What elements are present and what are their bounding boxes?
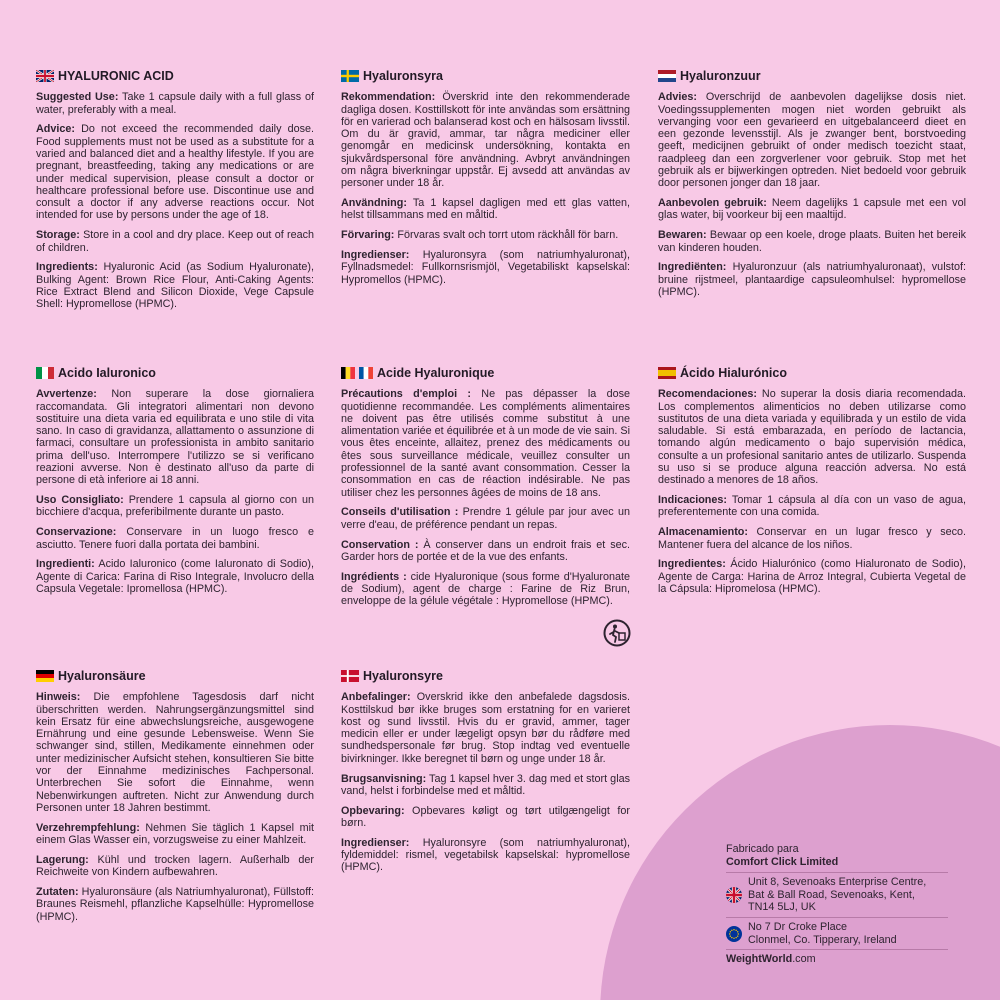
section-title: Acide Hyaluronique: [341, 367, 630, 379]
recycling-person-icon: [602, 618, 632, 648]
paragraph: Conseils d'utilisation : Prendre 1 gélule par jour avec un verre d'eau, de préférence pendant un repas.: [341, 506, 630, 531]
denmark-flag-icon: [341, 670, 359, 682]
eu-address: No 7 Dr Croke Place Clonmel, Co. Tipperary, Ireland: [726, 917, 948, 949]
paragraph: Uso Consigliato: Prendere 1 capsula al giorno con un bicchiere d'acqua, preferibilmente durante un pasto.: [36, 494, 314, 519]
website: WeightWorld.com: [726, 949, 948, 966]
paragraph: Förvaring: Förvaras svalt och torrt utom räckhåll för barn.: [341, 229, 619, 242]
paragraph: Hinweis: Die empfohlene Tagesdosis darf nicht überschritten werden. Nahrungsergänzungsmittel sind kein Ersatz für eine abwechslungsreiche, ausgewogene Ernährung und eine gesunde Lebensweise. Wenn Sie schwanger sind, stillen, Medikamente einnehmen oder unter medizinischer Aufsicht stehen, konsultieren Sie bitte vor der Einnahme medizinisches Fachpersonal. Unterbrechen Sie sofort die Einnahme, wenn Nebenwirkungen auftreten. Nicht zur Anwendung durch Personen unter 18 Jahren bestimmt.: [36, 691, 314, 814]
paragraph: Opbevaring: Opbevares køligt og tørt utilgængeligt for børn.: [341, 804, 630, 829]
section-french: [341, 367, 630, 615]
section-danish: [341, 670, 630, 881]
paragraph: Indicaciones: Tomar 1 cápsula al día con un vaso de agua, preferentemente con una comida.: [658, 494, 966, 519]
manufacturer-info: [726, 843, 948, 966]
france-flag-icon: [359, 367, 373, 379]
paragraph: Ingrediënten: Hyaluronzuur (als natriumhyaluronaat), vulstof: bruine rijstmeel, plantaardige capsuleomhulsel: hypromellose (HPMC).: [658, 261, 966, 298]
paragraph: Précautions d'emploi : Ne pas dépasser la dose quotidienne recommandée. Les compléments alimentaires ne doivent pas être utilisés comme substitut à une alimentation variée et équilibrée et à un mode de vie sain. Si vous êtes enceinte, allaitez, prenez des médicaments ou êtes sous surveillance médicale, veuillez consulter un professionnel de la santé avant consommation. Cesser la consommation en cas de réaction indésirable. Ne pas utiliser chez les personnes âgées de moins de 18 ans.: [341, 388, 630, 499]
section-dutch: [658, 70, 966, 306]
section-swedish: [341, 70, 630, 293]
company-name: Comfort Click Limited: [726, 855, 839, 868]
paragraph: Ingredienser: Hyaluronsyra (som natriumhyaluronat), Fyllnadsmedel: Fullkornsrismjöl, Vegetabiliskt kapselskal: Hypromellos (HPMC).: [341, 249, 630, 286]
section-title: Hyaluronzuur: [658, 70, 966, 82]
section-title: Acido Ialuronico: [36, 367, 314, 379]
section-english: [36, 70, 314, 318]
paragraph: Recomendaciones: No superar la dosis diaria recomendada. Los complementos alimenticios no deben utilizarse como sustitutos de una dieta variada y equilibrada y un estilo de vida saludable. Si está embarazada, en período de lactancia, tomando algún medicamento o bajo supervisión médica, consulte a un profesional sanitario antes de utilizarlo. Suspenda su uso si se produce alguna reacción adversa. No está destinado a menores de 18 años.: [658, 388, 966, 487]
spain-flag-icon: [658, 367, 676, 379]
belgium-flag-icon: [341, 367, 355, 379]
paragraph: Storage: Store in a cool and dry place. Keep out of reach of children.: [36, 229, 314, 254]
paragraph: Aanbevolen gebruik: Neem dagelijks 1 capsule met een vol glas water, bij voorkeur bij een maaltijd.: [658, 197, 966, 222]
uk-flag-icon: [726, 887, 742, 903]
germany-flag-icon: [36, 670, 54, 682]
section-italian: [36, 367, 314, 603]
eu-flag-icon: [726, 926, 742, 942]
paragraph: Zutaten: Hyaluronsäure (als Natriumhyaluronat), Füllstoff: Braunes Reismehl, pflanzliche Kapselhülle: Hypromellose (HPMC).: [36, 885, 314, 923]
section-title: HYALURONIC ACID: [36, 70, 314, 82]
paragraph: Ingredienti: Acido Ialuronico (come Ialuronato di Sodio), Agente di Carica: Farina di Riso Integrale, Involucro della Capsula Vegetale: Ipromellosa (HPMC).: [36, 558, 314, 595]
paragraph: Conservation : À conserver dans un endroit frais et sec. Garder hors de portée et de la vue des enfants.: [341, 538, 630, 563]
uk-flag-icon: [36, 70, 54, 82]
paragraph: Advies: Overschrijd de aanbevolen dagelijkse dosis niet. Voedingssupplementen mogen niet worden gebruikt als vervanging voor een gevarieerd en uitgebalanceerd dieet en een gezonde levensstijl. Als je zwanger bent, borstvoeding geeft, medicijnen gebruikt of onder medisch toezicht staat, raadpleeg dan een zorgverlener voor gebruik. Stop met het gebruik als er bijwerkingen optreden. Niet bedoeld voor gebruik door personen jonger dan 18 jaar.: [658, 91, 966, 190]
paragraph: Conservazione: Conservare in un luogo fresco e asciutto. Tenere fuori dalla portata dei bambini.: [36, 526, 314, 551]
netherlands-flag-icon: [658, 70, 676, 82]
paragraph: Ingredientes: Ácido Hialurónico (como Hialuronato de Sodio), Agente de Carga: Harina de Arroz Integral, Cubierta Vegetal de la Cápsula: Hipromelosa (HPMC).: [658, 558, 966, 595]
paragraph: Verzehrempfehlung: Nehmen Sie täglich 1 Kapsel mit einem Glas Wasser ein, vorzugsweise zu einer Mahlzeit.: [36, 821, 314, 847]
paragraph: Ingredients: Hyaluronic Acid (as Sodium Hyaluronate), Bulking Agent: Brown Rice Flour, Anti-Caking Agents: Rice Extract Blend and Silicon Dioxide, Vege Capsule Shell: Hypromellose (HPMC).: [36, 261, 314, 311]
paragraph: Ingredienser: Hyaluronsyre (som natriumhyaluronat), fyldemiddel: rismel, vegetabilsk kapselskal: hypromellose (HPMC).: [341, 836, 630, 874]
paragraph: Brugsanvisning: Tag 1 kapsel hver 3. dag med et stort glas vand, helst i forbindelse med et måltid.: [341, 772, 630, 797]
italy-flag-icon: [36, 367, 54, 379]
section-title: Hyaluronsyra: [341, 70, 630, 82]
section-title: Hyaluronsäure: [36, 670, 314, 682]
paragraph: Advice: Do not exceed the recommended daily dose. Food supplements must not be used as a substitute for a varied and balanced diet and a healthy lifestyle. If you are pregnant, breastfeeding, taking any medications or are under medical supervision, please consult a doctor or healthcare professional before use. Discontinue use and consult a doctor if any adverse reactions occur. Not intended for use by persons under the age of 18.: [36, 123, 314, 222]
paragraph: Almacenamiento: Conservar en un lugar fresco y seco. Mantener fuera del alcance de los niños.: [658, 526, 966, 551]
manufactured-for-label: Fabricado para: [726, 843, 799, 855]
paragraph: Lagerung: Kühl und trocken lagern. Außerhalb der Reichweite von Kindern aufbewahren.: [36, 853, 314, 879]
section-title: Hyaluronsyre: [341, 670, 630, 682]
paragraph: Rekommendation: Överskrid inte den rekommenderade dagliga dosen. Kosttillskott för inte användas som ersättning för en varierad och balanserad kost och en hälsosam livsstil. Om du är gravid, ammar, tar några mediciner eller genomgår en medicinsk undersökning, kontakta en sjukvårdspersonal före användning. Avbryt användningen om några biverkningar uppstår. Ej avsedd att användas av personer under 18 år.: [341, 91, 630, 190]
uk-address: Unit 8, Sevenoaks Enterprise Centre, Bat & Ball Road, Sevenoaks, Kent, TN14 5LJ, UK: [726, 872, 948, 917]
section-spanish: [658, 367, 966, 603]
paragraph: Ingrédients : cide Hyaluronique (sous forme d'Hyaluronate de Sodium), agent de charge : Farine de Riz Brun, enveloppe de la gélule végétale : Hypromellose (HPMC).: [341, 570, 630, 608]
paragraph: Avvertenze: Non superare la dose giornaliera raccomandata. Gli integratori alimentari non devono sostituire una dieta varia ed equilibrata e uno stile di vita sano. In caso di gravidanza, allattamento o assunzione di farmaci, consultare un professionista in ambito sanitario prima dell'uso. Interrompere l'utilizzo se si verificano reazioni avverse. Non è destinato all'uso da parte di persone di età inferiore ai 18 anni.: [36, 388, 314, 487]
paragraph: Suggested Use: Take 1 capsule daily with a full glass of water, preferably with a meal.: [36, 91, 315, 116]
section-german: [36, 670, 314, 930]
section-title: Ácido Hialurónico: [658, 367, 966, 379]
paragraph: Användning: Ta 1 kapsel dagligen med ett glas vatten, helst tillsammans med en måltid.: [341, 197, 630, 222]
paragraph: Anbefalinger: Overskrid ikke den anbefalede dagsdosis. Kosttilskud bør ikke bruges som erstatning for en varieret kost og sund livsstil. Hvis du er gravid, ammer, tager medicin eller er under lægeligt opsyn bør du rådføre med sundhedspersonale før brug. Stop indtag ved eventuelle bivirkninger. Ikke beregnet til børn og unge under 18 år.: [341, 691, 630, 765]
paragraph: Bewaren: Bewaar op een koele, droge plaats. Buiten het bereik van kinderen houden.: [658, 229, 966, 254]
sweden-flag-icon: [341, 70, 359, 82]
